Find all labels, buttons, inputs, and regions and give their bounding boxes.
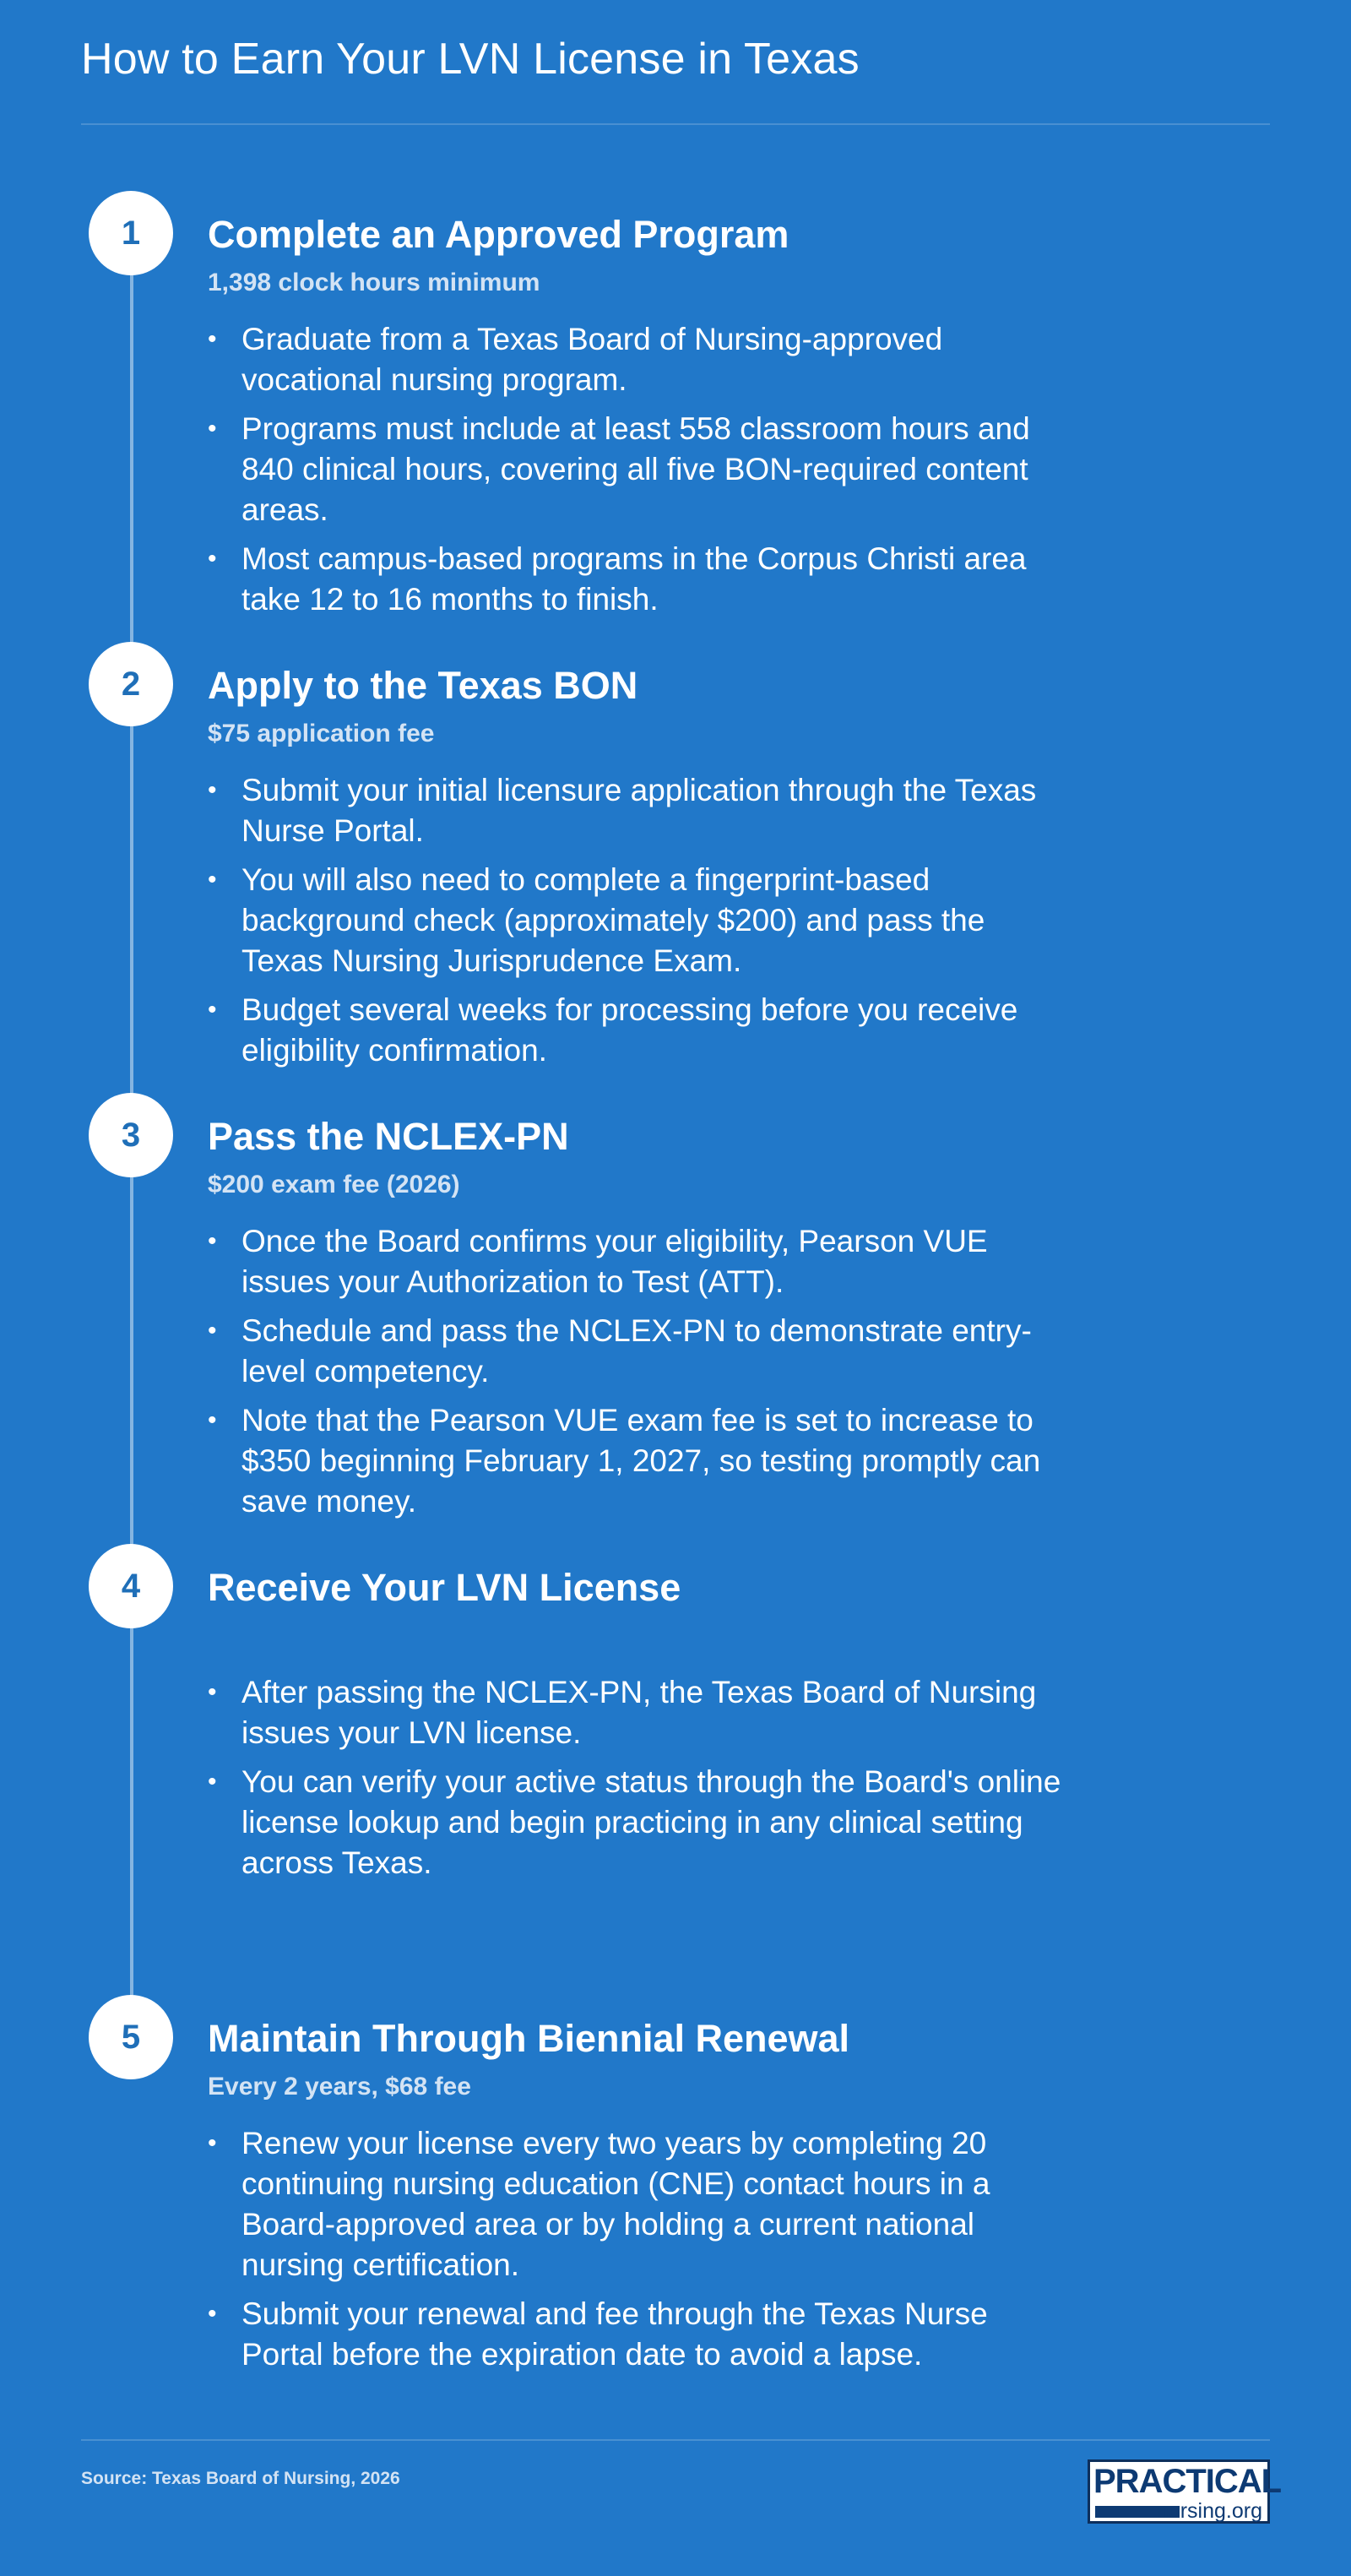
logo-wordmark: PRACTICAL: [1093, 2463, 1282, 2500]
bullet-item: • Submit your initial licensure application through the Texas Nurse Portal.: [208, 770, 1069, 851]
bullet-item: • Most campus-based programs in the Corpus Christi area take 12 to 16 months to finish.: [208, 539, 1069, 620]
header-divider: [81, 123, 1270, 125]
bullet-item: • Note that the Pearson VUE exam fee is set to increase to $350 beginning February 1, 2027, so testing promptly can save money.: [208, 1400, 1069, 1522]
step-number-badge: 5: [89, 1995, 173, 2079]
step-subtitle: Every 2 years, $68 fee: [208, 2073, 471, 2100]
practical-nursing-logo: [1088, 2459, 1282, 2524]
step-title: Pass the NCLEX-PN: [208, 1115, 569, 1158]
bullet-item: • Submit your renewal and fee through the Texas Nurse Portal before the expiration date to avoid a lapse.: [208, 2294, 1069, 2375]
step-bullet-list: [208, 2123, 1069, 2383]
source-citation: Source: Texas Board of Nursing, 2026: [81, 2469, 400, 2488]
bullet-item: • Programs must include at least 558 classroom hours and 840 clinical hours, covering all five BON-required content areas.: [208, 409, 1069, 530]
step-title: Apply to the Texas BON: [208, 664, 638, 707]
bullet-item: • Budget several weeks for processing before you receive eligibility confirmation.: [208, 990, 1069, 1071]
step-bullet-list: [208, 1672, 1069, 1892]
step-number-badge: 4: [89, 1544, 173, 1628]
bullet-item: • You will also need to complete a fingerprint-based background check (approximately $200) and pass the Texas Nursing Jurisprudence Exam.: [208, 860, 1069, 981]
step-bullet-list: [208, 1221, 1069, 1530]
step-title: Maintain Through Biennial Renewal: [208, 2017, 850, 2060]
footer-divider: [81, 2439, 1270, 2441]
step-number-badge: 3: [89, 1093, 173, 1177]
bullet-item: • Graduate from a Texas Board of Nursing-approved vocational nursing program.: [208, 319, 1069, 400]
step-title: Complete an Approved Program: [208, 213, 789, 256]
step-number-badge: 2: [89, 642, 173, 726]
step-title: Receive Your LVN License: [208, 1566, 681, 1609]
step-subtitle: 1,398 clock hours minimum: [208, 269, 540, 296]
bullet-item: • Renew your license every two years by completing 20 continuing nursing education (CNE) contact hours in a Board-approved area or by holding a current national nursing certification.: [208, 2123, 1069, 2285]
step-subtitle: $75 application fee: [208, 720, 435, 747]
bullet-item: • Schedule and pass the NCLEX-PN to demonstrate entry-level competency.: [208, 1311, 1069, 1392]
bullet-item: • You can verify your active status through the Board's online license lookup and begin practicing in any clinical setting across Texas.: [208, 1762, 1069, 1883]
step-number-badge: 1: [89, 191, 173, 275]
logo-domain: nursing.org: [1156, 2499, 1262, 2523]
bullet-item: • After passing the NCLEX-PN, the Texas Board of Nursing issues your LVN license.: [208, 1672, 1069, 1753]
step-subtitle: $200 exam fee (2026): [208, 1171, 460, 1198]
bullet-item: • Once the Board confirms your eligibility, Pearson VUE issues your Authorization to Test (ATT).: [208, 1221, 1069, 1302]
step-bullet-list: [208, 770, 1069, 1079]
step-bullet-list: [208, 319, 1069, 628]
page-title: How to Earn Your LVN License in Texas: [81, 35, 860, 84]
